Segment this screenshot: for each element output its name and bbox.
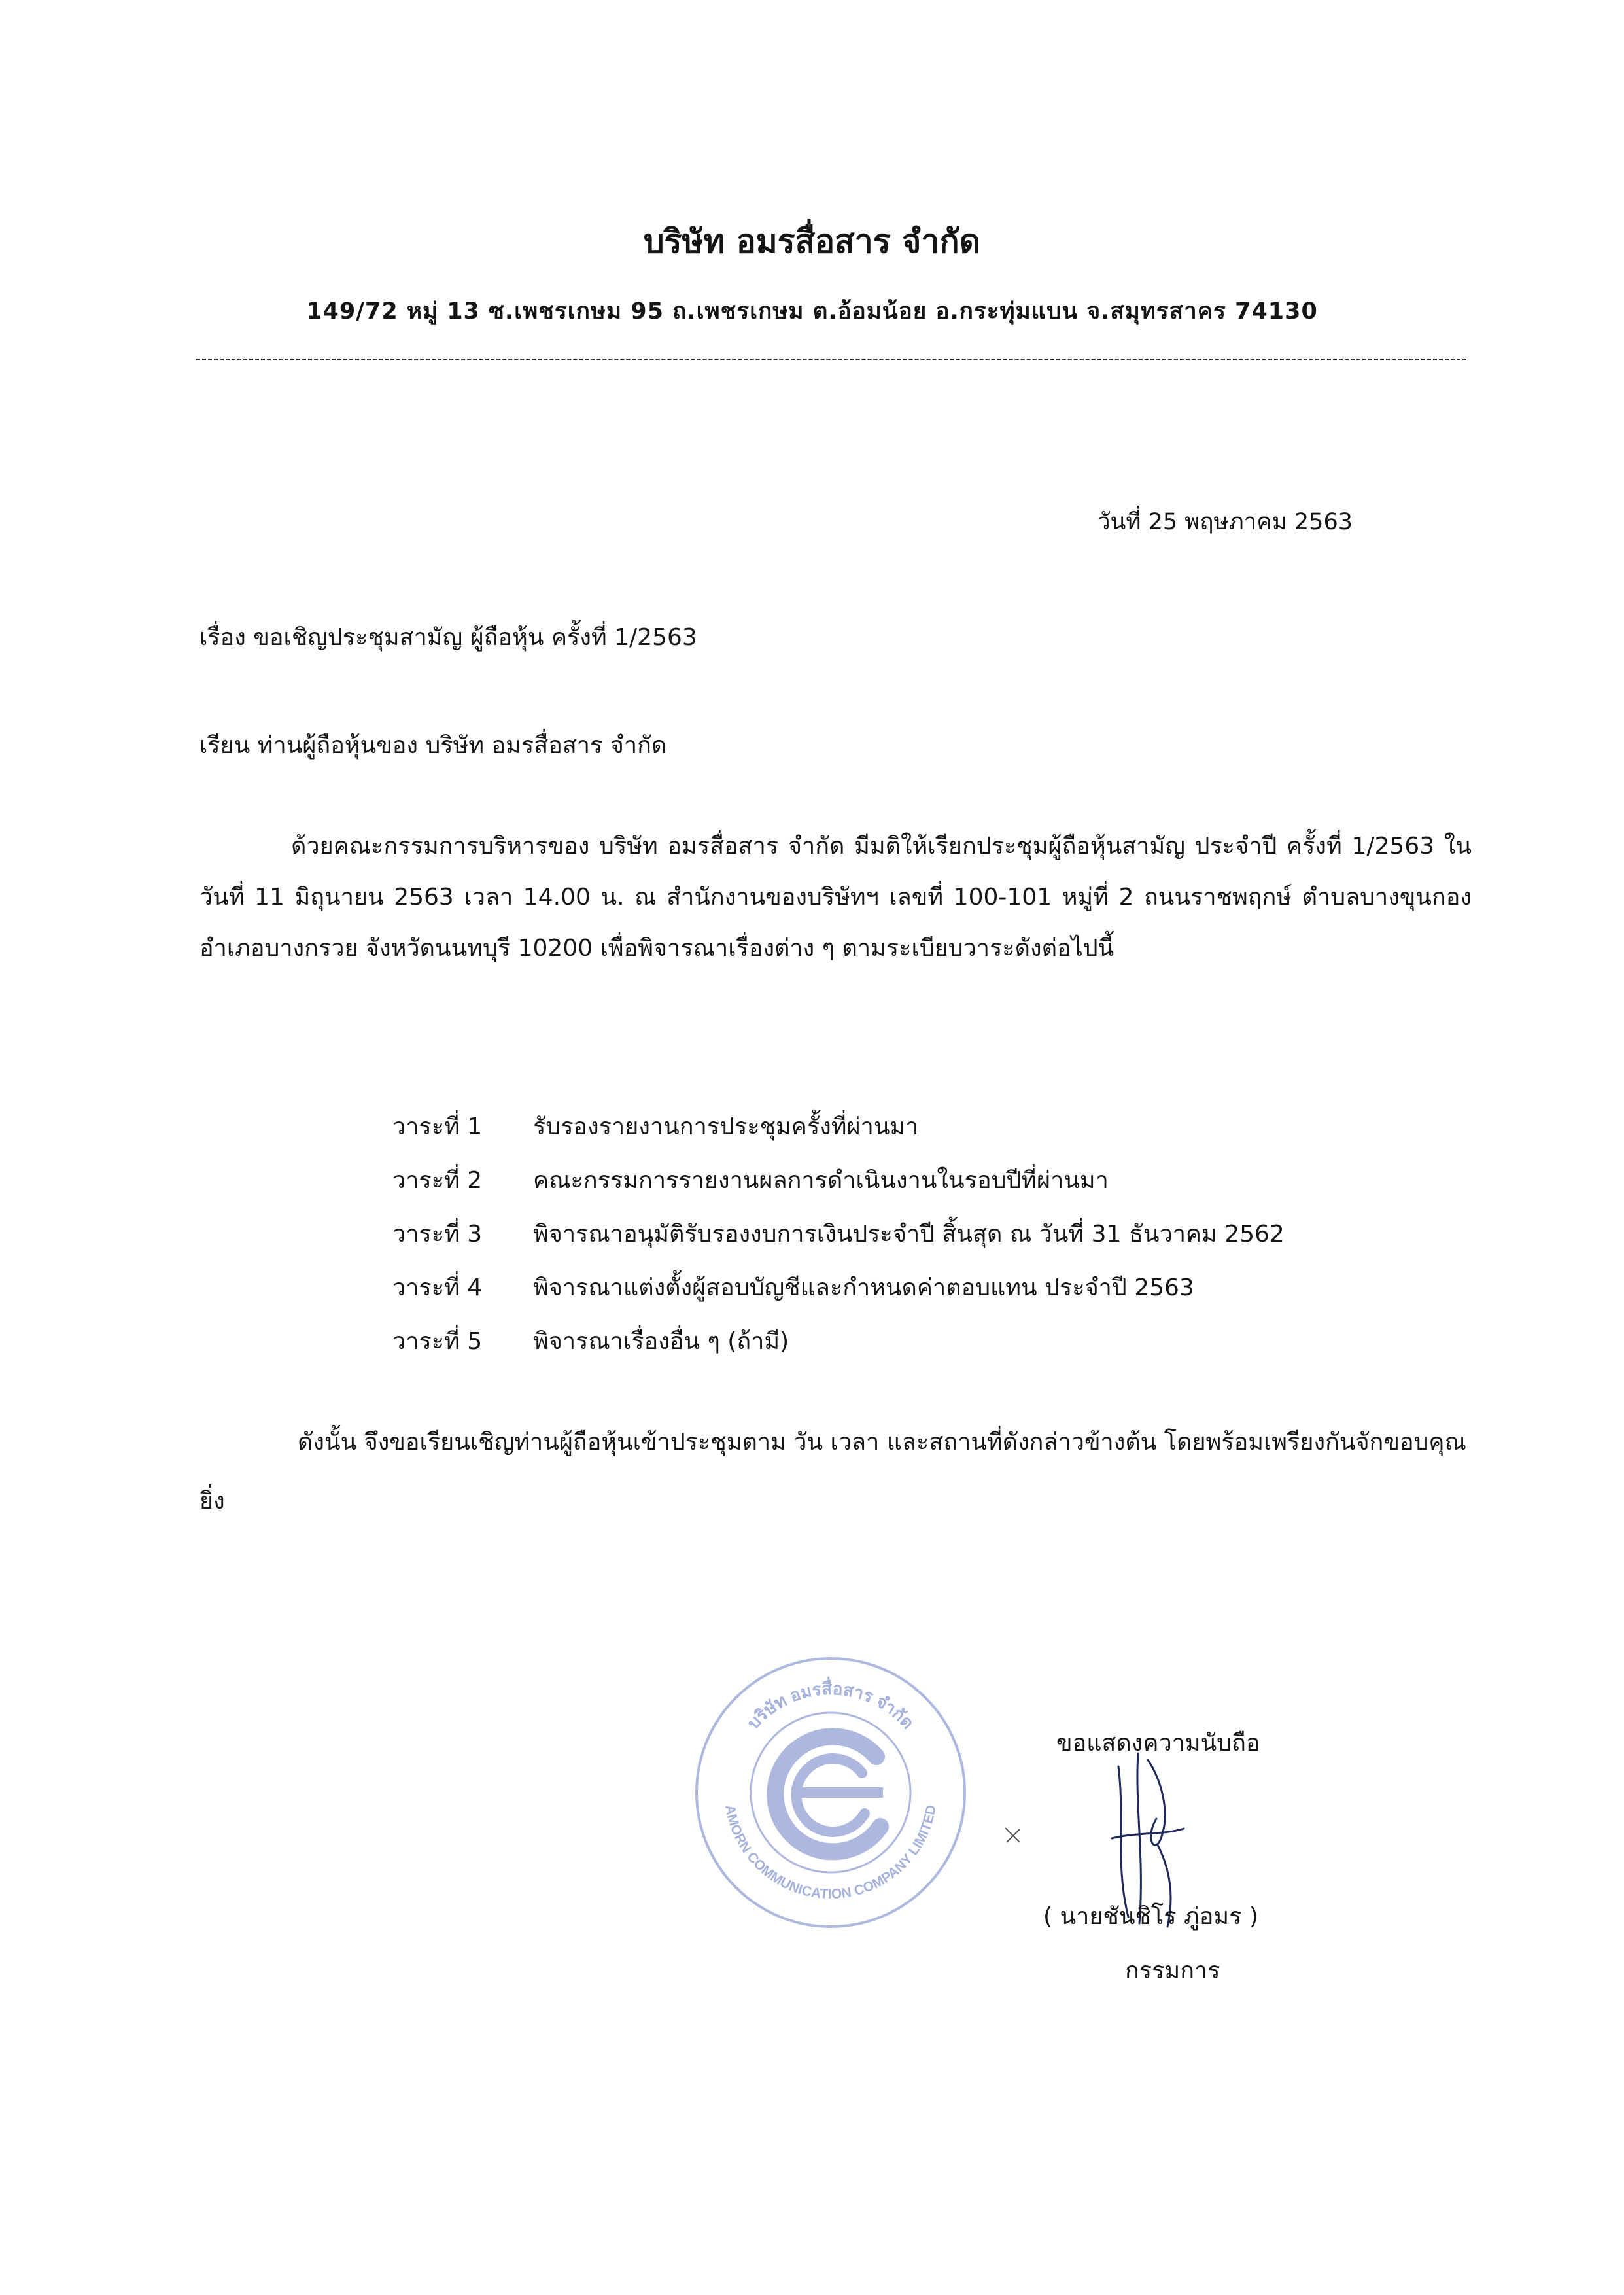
agenda-number: วาระที่ 2 [392, 1166, 483, 1194]
seal-bottom-text: AMORN COMMUNICATION COMPANY LIMITED [722, 1804, 939, 1902]
letter-recipient: เรียน ท่านผู้ถือหุ้นของ บริษัท อมรสื่อสาร จำกัด [199, 732, 667, 759]
svg-text:บริษัท อมรสื่อสาร จำกัด [743, 1676, 918, 1733]
company-name: บริษัท อมรสื่อสาร จำกัด [643, 222, 981, 260]
regards-line: ขอแสดงความนับถือ [1056, 1730, 1260, 1757]
letter-date: วันที่ 25 พฤษภาคม 2563 [1097, 509, 1353, 535]
agenda-item [392, 1153, 1439, 1206]
pen-mark [1003, 1825, 1022, 1845]
agenda-text: รับรองรายงานการประชุมครั้งที่ผ่านมา [533, 1113, 919, 1140]
signer-title: กรรมการ [1125, 1957, 1220, 1984]
letter-subject: เรื่อง ขอเชิญประชุมสามัญ ผู้ถือหุ้น ครั้งที่ 1/2563 [199, 624, 697, 651]
agenda-number: วาระที่ 1 [392, 1113, 483, 1140]
agenda-text: พิจารณาอนุมัติรับรองงบการเงินประจำปี สิ้นสุด ณ วันที่ 31 ธันวาคม 2562 [533, 1220, 1285, 1248]
company-address: 149/72 หมู่ 13 ซ.เพชรเกษม 95 ถ.เพชรเกษม ต.อ้อมน้อย อ.กระทุ่มแบน จ.สมุทรสาคร 74130 [306, 298, 1318, 324]
agenda-item [392, 1206, 1439, 1260]
closing-paragraph: ดังนั้น จึงขอเรียนเชิญท่านผู้ถือหุ้นเข้าประชุมตาม วัน เวลา และสถานที่ดังกล่าวข้างต้น โดยพร้อมเพรียงกันจักขอบคุณยิ่ง [199, 1429, 1466, 1515]
company-seal [687, 1649, 975, 1936]
header-divider [196, 359, 1466, 360]
agenda-number: วาระที่ 5 [392, 1327, 483, 1355]
agenda-item [392, 1314, 1439, 1367]
signer-name: ( นายชันชิโร ภู่อมร ) [1043, 1903, 1258, 1930]
agenda-text: พิจารณาแต่งตั้งผู้สอบบัญชีและกำหนดค่าตอบแทน ประจำปี 2563 [533, 1274, 1194, 1301]
agenda-number: วาระที่ 4 [392, 1274, 483, 1301]
seal-top-text: บริษัท อมรสื่อสาร จำกัด [743, 1678, 918, 1733]
agenda-item [392, 1099, 1439, 1153]
agenda-text: คณะกรรมการรายงานผลการดำเนินงานในรอบปีที่ผ่านมา [533, 1166, 1109, 1194]
agenda-item [392, 1260, 1439, 1314]
agenda-text: พิจารณาเรื่องอื่น ๆ (ถ้ามี) [533, 1327, 789, 1355]
body-paragraph: ด้วยคณะกรรมการบริหารของ บริษัท อมรสื่อสาร จำกัด มีมติให้เรียกประชุมผู้ถือหุ้นสามัญ ประจำปี ครั้งที่ 1/2563 ในวันที่ 11 มิถุนายน 2563 เวลา 14.00 น. ณ สำนักงานของบริษัทฯ เลขที่ 100-101 หมู่ที่ 2 ถนนราชพฤกษ์ ตำบลบางขุนกอง อำเภอบางกรวย จังหวัดนนทบุรี 10200 เพื่อพิจารณาเรื่องต่าง ๆ ตามระเบียบวาระดังต่อไปนี้ [199, 833, 1472, 962]
agenda-list [392, 1099, 1439, 1367]
agenda-number: วาระที่ 3 [392, 1220, 483, 1248]
